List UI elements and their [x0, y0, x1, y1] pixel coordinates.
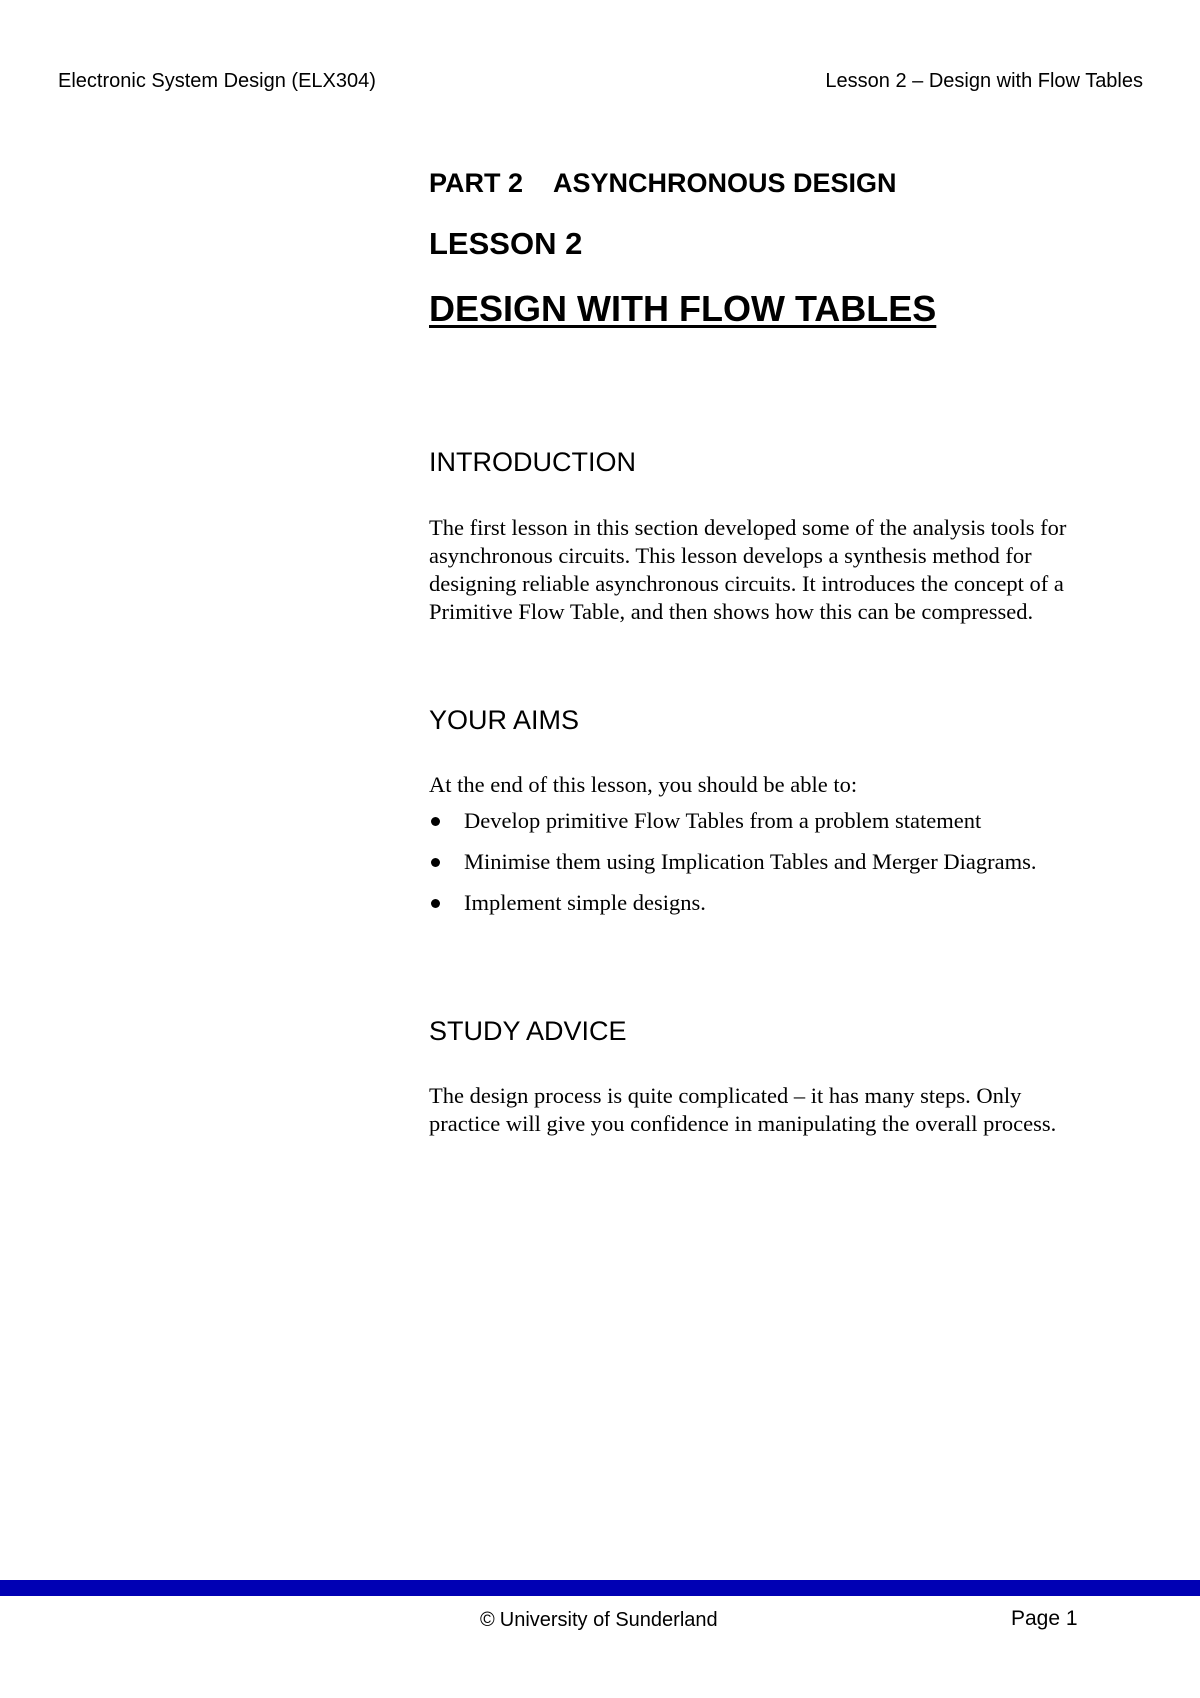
page-number: Page 1 — [1011, 1607, 1078, 1630]
introduction-text: The first lesson in this section developed some of the analysis tools for asynchronous circuits. This lesson develops a synthesis method for designing reliable asynchronous circuits. It introduces the concept of a Primitive Flow Table, and then shows how this can be compressed. — [429, 515, 1067, 624]
aims-intro: At the end of this lesson, you should be able to: — [429, 772, 858, 797]
aims-list-item — [429, 848, 1089, 876]
header-lesson-ref: Lesson 2 – Design with Flow Tables — [825, 70, 1143, 92]
aims-item-text: Implement simple designs. — [464, 890, 706, 915]
footer-copyright — [480, 1609, 718, 1632]
aims-item-text: Develop primitive Flow Tables from a problem statement — [464, 808, 982, 833]
part-number: PART 2 — [429, 168, 524, 198]
lesson-number: LESSON 2 — [429, 226, 583, 261]
footer-rule — [0, 1580, 1200, 1596]
footer-copyright-text: University of Sunderland — [499, 1609, 718, 1631]
aims-list — [429, 807, 1089, 930]
aims-item-text: Minimise them using Implication Tables and Merger Diagrams. — [464, 849, 1037, 874]
lesson-title: DESIGN WITH FLOW TABLES — [429, 288, 937, 329]
aims-list-item — [429, 807, 1089, 835]
aims-list-item — [429, 889, 1089, 917]
header-course: Electronic System Design (ELX304) — [58, 70, 376, 92]
copyright-icon: © — [480, 1609, 495, 1631]
introduction-heading: INTRODUCTION — [429, 447, 636, 477]
bullet-icon — [431, 858, 440, 867]
bullet-icon — [431, 817, 440, 826]
aims-heading: YOUR AIMS — [429, 705, 580, 735]
part-title — [429, 168, 897, 199]
study-advice-heading: STUDY ADVICE — [429, 1016, 627, 1046]
part-name: ASYNCHRONOUS DESIGN — [553, 168, 897, 198]
study-advice-text: The design process is quite complicated – it has many steps. Only practice will give you confidence in manipulating the overall process. — [429, 1083, 1057, 1136]
bullet-icon — [431, 899, 440, 908]
